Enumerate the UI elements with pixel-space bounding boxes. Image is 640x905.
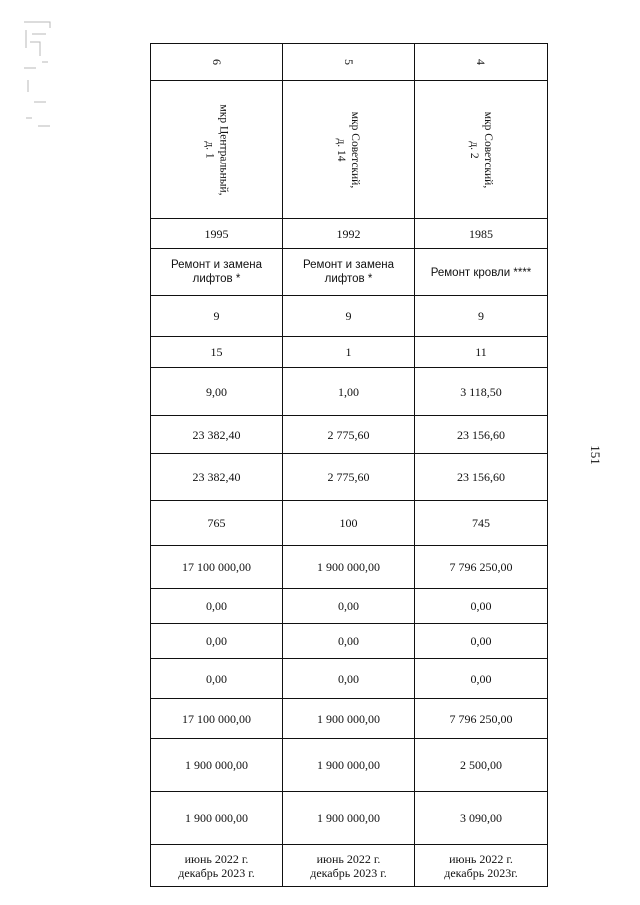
value-cell: 1 900 000,00 [283, 699, 415, 739]
value-cell: 0,00 [283, 624, 415, 659]
period-cell: июнь 2022 г. декабрь 2023 г. [283, 845, 415, 887]
value-cell: 23 156,60 [415, 454, 548, 501]
value-cell: 2 775,60 [283, 454, 415, 501]
scan-artifact-stamp [20, 18, 54, 136]
address-cell: мкр Центральный, д. 1 [151, 81, 283, 219]
document-table [150, 43, 548, 887]
value-cell: 3 090,00 [415, 792, 548, 845]
work-type-row [151, 249, 548, 296]
value-cell: 2 775,60 [283, 416, 415, 454]
value-row [151, 624, 548, 659]
value-cell: 17 100 000,00 [151, 699, 283, 739]
value-cell: 7 796 250,00 [415, 699, 548, 739]
value-cell: 2 500,00 [415, 739, 548, 792]
value-cell: 1 900 000,00 [151, 792, 283, 845]
value-cell: 100 [283, 501, 415, 546]
year-row [151, 219, 548, 249]
value-cell: 1 900 000,00 [283, 792, 415, 845]
work-type-cell: Ремонт и замена лифтов * [151, 249, 283, 296]
value-cell: 0,00 [151, 659, 283, 699]
value-cell: 0,00 [283, 589, 415, 624]
value-cell: 745 [415, 501, 548, 546]
value-cell: 0,00 [151, 624, 283, 659]
value-cell: 9,00 [151, 368, 283, 416]
year-cell: 1985 [415, 219, 548, 249]
value-row [151, 416, 548, 454]
value-row [151, 659, 548, 699]
value-cell: 765 [151, 501, 283, 546]
value-cell: 0,00 [151, 589, 283, 624]
period-row [151, 845, 548, 887]
value-cell: 0,00 [283, 659, 415, 699]
column-number-cell: 5 [283, 44, 415, 81]
value-row [151, 739, 548, 792]
work-type-cell: Ремонт кровли **** [415, 249, 548, 296]
value-row [151, 792, 548, 845]
value-row [151, 337, 548, 368]
value-cell: 9 [151, 296, 283, 337]
column-number-row [151, 44, 548, 81]
value-cell: 9 [283, 296, 415, 337]
value-row [151, 501, 548, 546]
column-number-cell: 4 [415, 44, 548, 81]
year-cell: 1995 [151, 219, 283, 249]
value-cell: 1 [283, 337, 415, 368]
value-cell: 15 [151, 337, 283, 368]
period-cell: июнь 2022 г. декабрь 2023г. [415, 845, 548, 887]
address-cell: мкр Советский, д. 2 [415, 81, 548, 219]
value-row [151, 589, 548, 624]
value-row [151, 296, 548, 337]
year-cell: 1992 [283, 219, 415, 249]
value-cell: 23 382,40 [151, 454, 283, 501]
work-type-cell: Ремонт и замена лифтов * [283, 249, 415, 296]
value-cell: 1 900 000,00 [283, 739, 415, 792]
value-row [151, 699, 548, 739]
value-cell: 7 796 250,00 [415, 546, 548, 589]
value-cell: 0,00 [415, 589, 548, 624]
value-row [151, 368, 548, 416]
value-cell: 0,00 [415, 659, 548, 699]
value-cell: 0,00 [415, 624, 548, 659]
value-cell: 11 [415, 337, 548, 368]
value-cell: 23 156,60 [415, 416, 548, 454]
address-row [151, 81, 548, 219]
column-number-cell: 6 [151, 44, 283, 81]
period-cell: июнь 2022 г. декабрь 2023 г. [151, 845, 283, 887]
value-cell: 9 [415, 296, 548, 337]
value-row [151, 454, 548, 501]
value-cell: 1,00 [283, 368, 415, 416]
value-cell: 23 382,40 [151, 416, 283, 454]
value-cell: 3 118,50 [415, 368, 548, 416]
value-row [151, 546, 548, 589]
address-cell: мкр Советский, д. 14 [283, 81, 415, 219]
value-cell: 1 900 000,00 [151, 739, 283, 792]
value-cell: 17 100 000,00 [151, 546, 283, 589]
page-number: 151 [588, 445, 603, 465]
value-cell: 1 900 000,00 [283, 546, 415, 589]
